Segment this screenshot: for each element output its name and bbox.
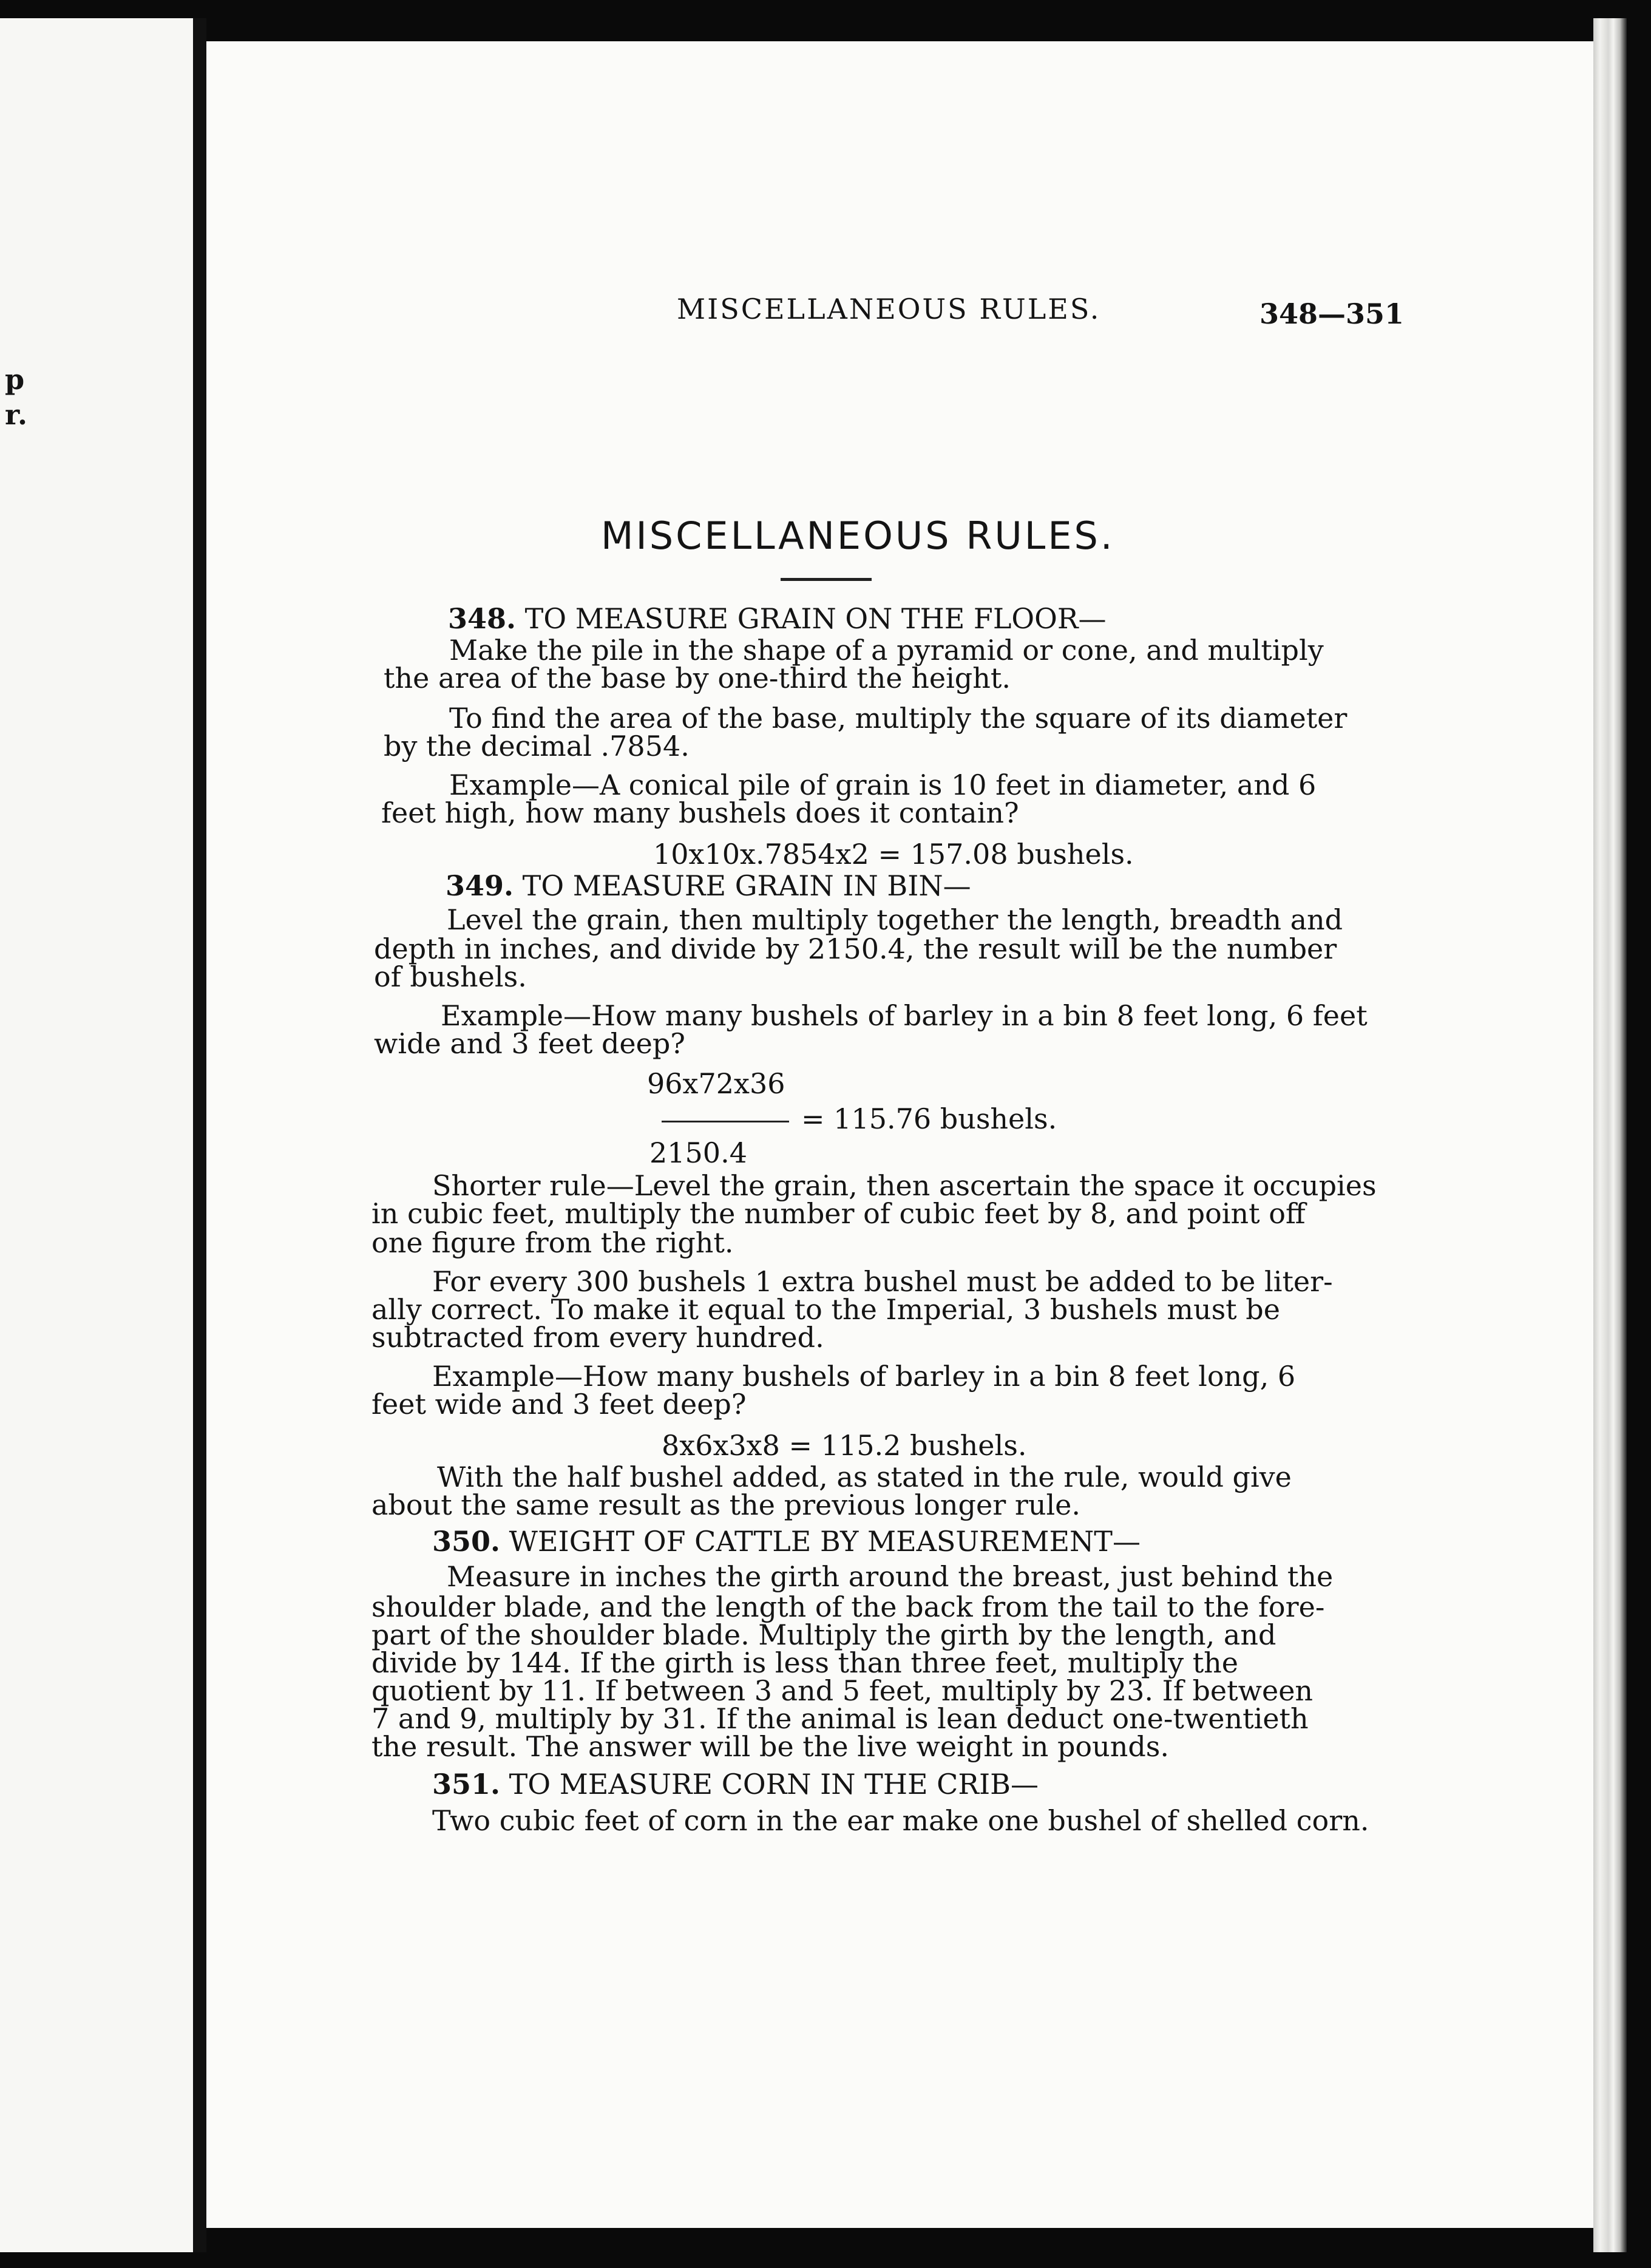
text-line: divide by 144. If the girth is less than three feet, multiply the: [371, 1646, 1239, 1679]
section-title: TO MEASURE CORN IN THE CRIB—: [509, 1768, 1039, 1801]
text-line: Example—How many bushels of barley in a bin 8 feet long, 6: [432, 1360, 1296, 1393]
text-line: Example—A conical pile of grain is 10 feet in diameter, and 6: [449, 769, 1317, 801]
text-line: shoulder blade, and the length of the back from the tail to the fore-: [371, 1591, 1325, 1623]
section-number: 351.: [432, 1768, 501, 1801]
section-number: 348.: [448, 602, 517, 635]
book-gutter: [193, 18, 206, 2252]
text-line: in cubic feet, multiply the number of cubic feet by 8, and point off: [371, 1197, 1306, 1230]
text-line: wide and 3 feet deep?: [374, 1027, 685, 1060]
formula-denominator: 2150.4: [649, 1136, 747, 1169]
text-line: feet high, how many bushels does it contain?: [381, 796, 1019, 829]
text-line: the area of the base by one-third the height.: [384, 662, 1011, 694]
fragment-line: r.: [5, 398, 29, 431]
text-line: by the decimal .7854.: [384, 730, 690, 762]
text-line: Level the grain, then multiply together the length, breadth and: [447, 903, 1343, 936]
text-line: the result. The answer will be the live weight in pounds.: [371, 1730, 1170, 1763]
text-line: quotient by 11. If between 3 and 5 feet, multiply by 23. If between: [371, 1674, 1314, 1707]
text-line: about the same result as the previous longer rule.: [371, 1489, 1081, 1521]
section-number: 349.: [446, 869, 514, 902]
text-line: To find the area of the base, multiply the square of its diameter: [449, 702, 1348, 735]
section-title: TO MEASURE GRAIN ON THE FLOOR—: [524, 602, 1107, 635]
text-line: Make the pile in the shape of a pyramid or cone, and multiply: [449, 634, 1324, 667]
text-line: Measure in inches the girth around the breast, just behind the: [447, 1560, 1334, 1593]
formula-numerator: 96x72x36: [647, 1067, 785, 1100]
page-range: 348—351: [1259, 297, 1405, 330]
text-line: depth in inches, and divide by 2150.4, the result will be the number: [374, 932, 1337, 965]
section-heading: [432, 1525, 1141, 1558]
previous-page-edge: [0, 18, 193, 2252]
fragment-line: p: [5, 363, 25, 396]
title-rule: [781, 578, 872, 581]
formula-line: 10x10x.7854x2 = 157.08 bushels.: [653, 838, 1134, 871]
text-line: With the half bushel added, as stated in the rule, would give: [437, 1461, 1292, 1493]
text-line: one figure from the right.: [371, 1226, 734, 1259]
section-heading: [432, 1768, 1039, 1801]
section-heading: [446, 869, 971, 902]
page-stack-edge: [1593, 18, 1627, 2252]
formula-result-line: [662, 1102, 1057, 1135]
text-line: ally correct. To make it equal to the Imperial, 3 bushels must be: [371, 1293, 1280, 1326]
section-title: TO MEASURE GRAIN IN BIN—: [522, 869, 971, 902]
fraction-bar: [662, 1121, 789, 1122]
text-line: For every 300 bushels 1 extra bushel must be added to be liter-: [432, 1265, 1333, 1298]
chapter-title: MISCELLANEOUS RULES.: [601, 514, 1115, 558]
formula-line: 8x6x3x8 = 115.2 bushels.: [662, 1429, 1027, 1462]
text-line: Example—How many bushels of barley in a bin 8 feet long, 6 feet: [441, 999, 1368, 1032]
formula-result: = 115.76 bushels.: [801, 1102, 1057, 1135]
text-line: 7 and 9, multiply by 31. If the animal is lean deduct one-twentieth: [371, 1702, 1309, 1735]
text-line: Two cubic feet of corn in the ear make one bushel of shelled corn.: [432, 1804, 1369, 1837]
section-number: 350.: [432, 1525, 501, 1558]
previous-page-fragment: [5, 362, 28, 432]
running-head: MISCELLANEOUS RULES.: [677, 293, 1101, 325]
text-line: feet wide and 3 feet deep?: [371, 1388, 747, 1421]
text-line: of bushels.: [374, 960, 527, 993]
section-heading: [448, 602, 1107, 635]
text-line: part of the shoulder blade. Multiply the girth by the length, and: [371, 1618, 1276, 1651]
text-line: subtracted from every hundred.: [371, 1321, 824, 1354]
text-line: Shorter rule—Level the grain, then ascertain the space it occupies: [432, 1169, 1377, 1202]
section-title: WEIGHT OF CATTLE BY MEASUREMENT—: [509, 1525, 1141, 1558]
